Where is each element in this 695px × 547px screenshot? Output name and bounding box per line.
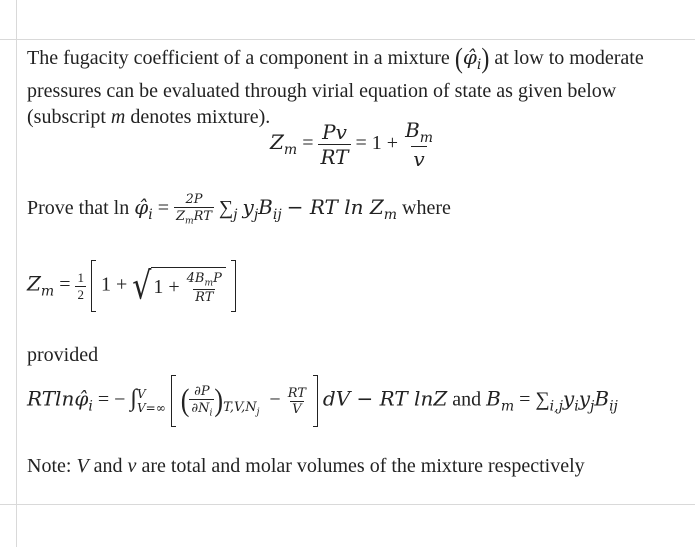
square-root: √ 1 + $\frac{4B_mP}{RT}$ (132, 267, 226, 305)
right-bracket-2 (313, 375, 318, 427)
equation-compressibility: $Z_m$ = $\frac{Pv}{RT}$ = 1 + $\frac{B_m}{v}$ (270, 118, 434, 171)
fraction-half: $\frac{1}{2}$ (77, 269, 84, 302)
intro-line3-b: denotes mixture). (130, 106, 271, 128)
fraction-4bmp-rt: $\frac{4B_mP}{RT}$ (186, 271, 222, 305)
left-divider (16, 0, 17, 547)
question-body (27, 40, 695, 504)
fraction-2p: $\frac{2P}{Z_mRT}$ (176, 192, 212, 227)
intro-line3-a: (subscript (27, 106, 106, 128)
prove-statement: Prove that $\ln \varphî_i$ = $\frac{2P}{Z_mRT}$ $\sum_j$ $y_jB_{ij}$ − RT $\ln Z_m$ where (27, 192, 451, 227)
provided-label: provided (27, 344, 99, 366)
fraction-partial: $\frac{\partial P}{\partial N_i}$ (191, 383, 213, 419)
intro-line1-end: at low to moderate (494, 47, 644, 69)
left-bracket-2 (171, 375, 176, 427)
intro-line3-m: m (110, 106, 126, 128)
phi-hat-symbol: $(\varphî_i)$ (454, 43, 490, 76)
left-bracket (91, 260, 96, 312)
fraction-pv-rt: $\frac{Pv}{RT}$ (320, 120, 349, 169)
intro-line1: The fugacity coefficient of a component in a mixture (27, 47, 450, 69)
note-line: Note: V and v are total and molar volumes of the mixture respectively (27, 455, 585, 477)
fraction-rt-v: $\frac{RT}{V}$ (287, 385, 306, 417)
intro-line2: pressures can be evaluated through virial equation of state as given below (27, 80, 617, 102)
fraction-bm-v: $\frac{B_m}{v}$ (405, 118, 434, 171)
equation-zm-solution: $Z_m$ = $\frac{1}{2}$ 1 + √ 1 + $\frac{4B_mP}{RT}$ (27, 260, 236, 312)
equation-fugacity-integral: $RTln\varphî_i$ = − ∫ V V=∞ ( $\frac{\partial P}{\partial N_i}$ )$_{T,V,N_j}$ − $\frac{RT}{V}$ dV − RT lnZ and $B_m = \sum_{i,j}y_iy_jB_{ij}$ (27, 375, 618, 427)
right-bracket (231, 260, 236, 312)
bottom-divider (0, 504, 695, 505)
